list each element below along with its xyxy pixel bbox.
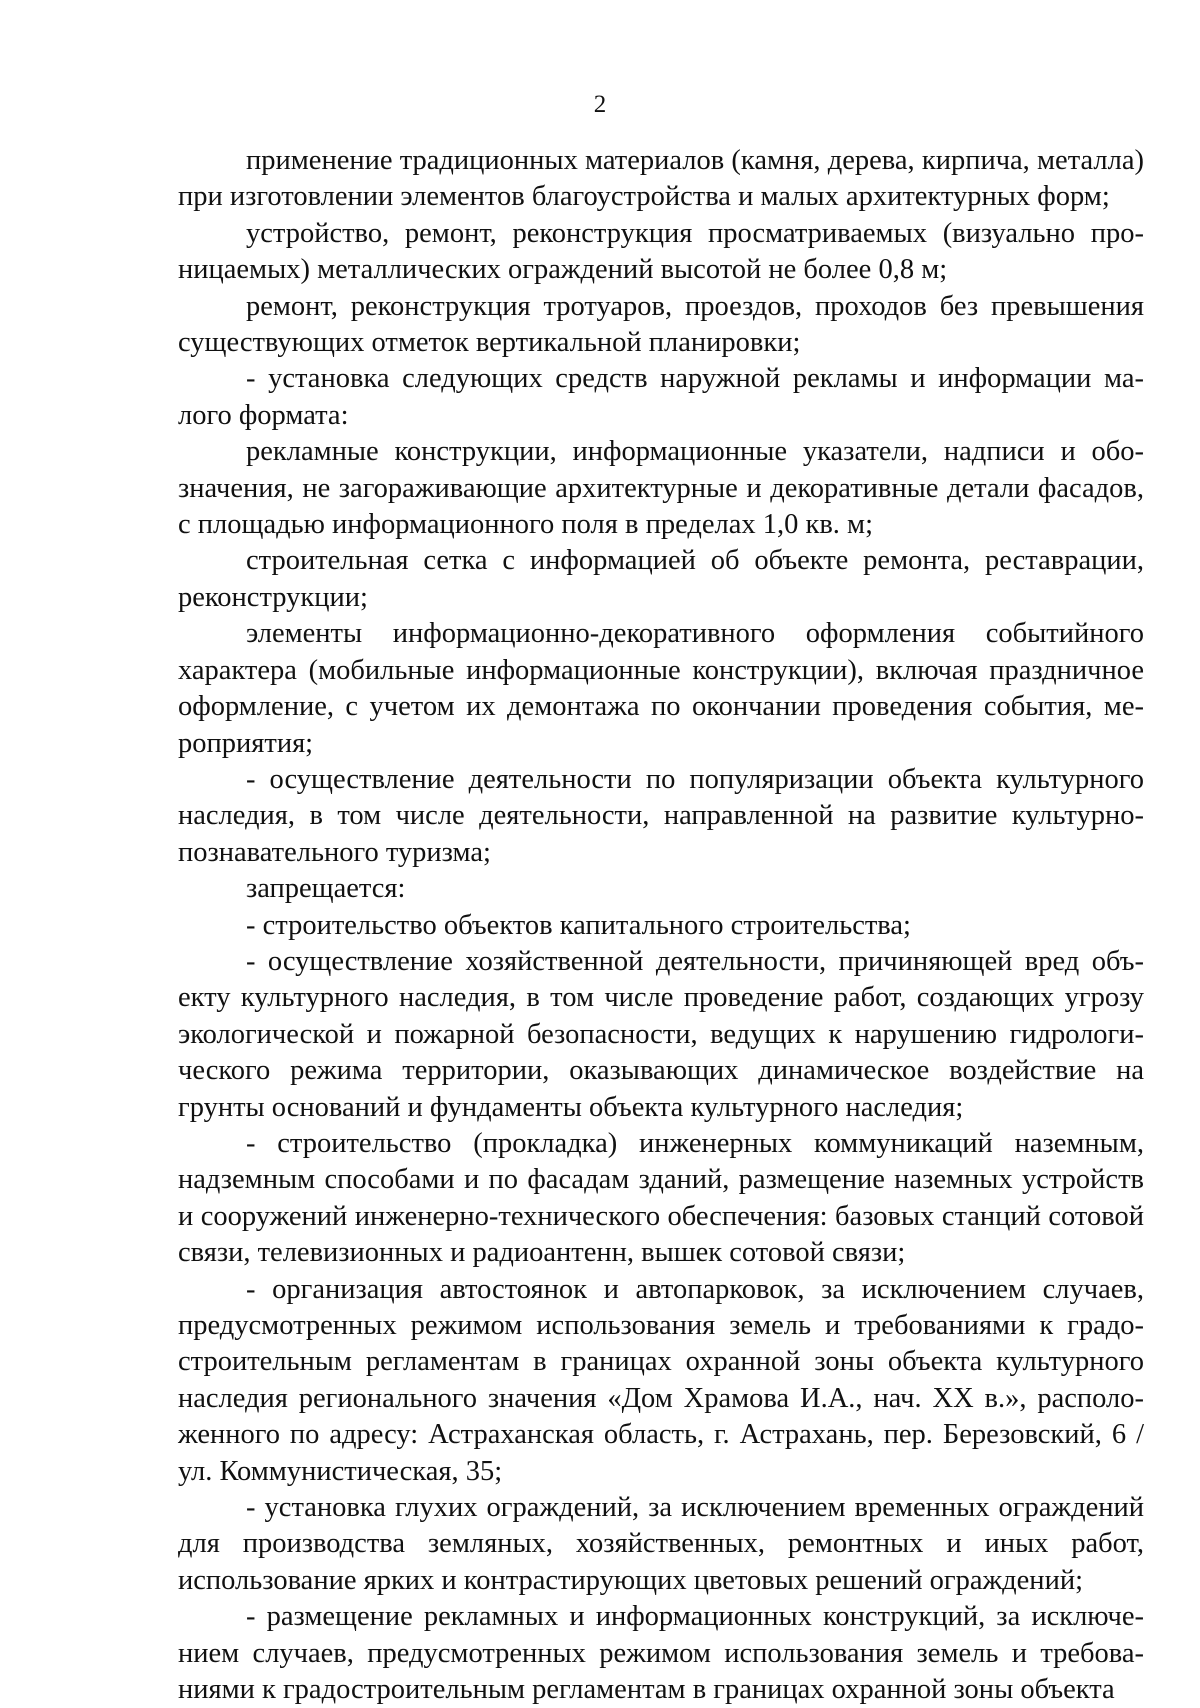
paragraph: ремонт, реконструкция тротуаров, проездов, проходов без превышения существующих отметок вертикальной планировки; [178,290,1144,359]
paragraph: - строительство объектов капитального строительства; [246,909,911,941]
paragraph: применение традиционных материалов (камня, дерева, кирпича, металла) при изготовлении элементов благоустройства и малых архитектурных форм; [178,145,1144,213]
paragraph: устройство, ремонт, реконструкция просматриваемых (визуально проницаемых) металлических ограждений высотой не более 0,8 м; [178,217,1144,286]
document-body [178,143,1144,1708]
paragraph: - осуществление хозяйственной деятельности, причиняющей вред объекту культурного наследия, в том числе проведение работ, создающих угрозу экологической и пожарной безопасности, ведущих к нарушению гидрологического режима территории, оказывающих динамическое воздействие на грунты оснований и фундаменты объекта культурного наследия; [178,945,1144,1123]
paragraph: запрещается: [246,873,406,905]
paragraph: - установка глухих ограждений, за исключением временных ограждений для производства земляных, хозяйственных, ремонтных и иных работ, использование ярких и контрастирующих цветовых решений ограждений; [178,1492,1144,1596]
paragraph: - строительство (прокладка) инженерных коммуникаций наземным, надземным способами и по фасадам зданий, размещение наземных устройств и сооружений инженерно-технического обеспечения: базовых станций сотовой связи, телевизионных и радиоантенн, вышек сотовой связи; [178,1127,1144,1269]
page-number: 2 [593,91,607,118]
paragraph: рекламные конструкции, информационные указатели, надписи и обозначения, не загораживающие архитектурные и декоративные детали фасадов, с площадью информационного поля в пределах 1,0 кв. м; [178,436,1144,541]
paragraph: - осуществление деятельности по популяризации объекта культурного наследия, в том числе деятельности, направленной на развитие культурно-познавательного туризма; [178,763,1144,868]
paragraph: - организация автостоянок и автопарковок, за исключением случаев, предусмотренных режимом использования земель и требованиями к градостроительным регламентам в границах охранной зоны объекта культурного наследия регионального значения «Дом Храмова И.А., нач. XX в.», расположенного по адресу: Астраханская область, г. Астрахань, пер. Березовский, 6 / ул. Коммунистическая, 35; [178,1273,1144,1487]
paragraph: элементы информационно-декоративного оформления событийного характера (мобильные информационные конструкции), включая праздничное оформление, с учетом их демонтажа по окончании проведения события, мероприятия; [178,618,1144,759]
paragraph: - установка следующих средств наружной рекламы и информации малого формата: [178,363,1144,431]
paragraph: - размещение рекламных и информационных конструкций, за исключением случаев, предусмотренных режимом использования земель и требованиями к градостроительным регламентам в границах охранной зоны объекта [178,1601,1144,1706]
paragraph: строительная сетка с информацией об объекте ремонта, реставрации, реконструкции; [178,545,1144,613]
